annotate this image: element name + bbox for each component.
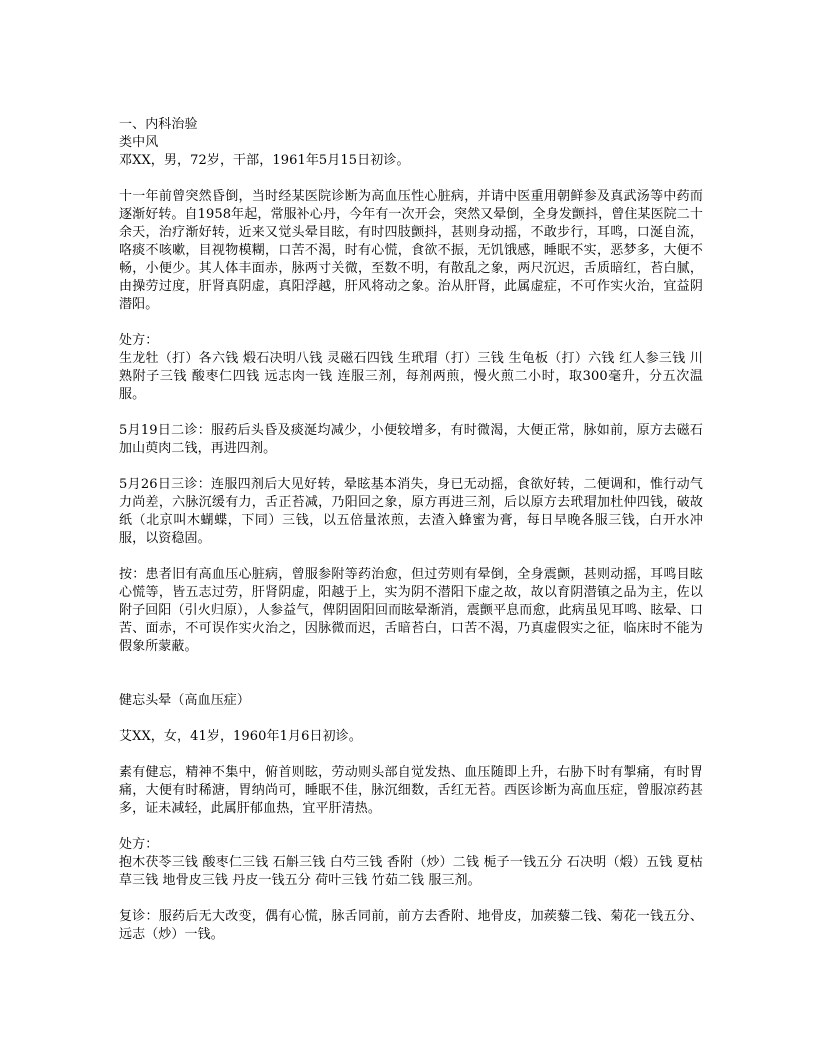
case1-patient-info: 邓XX，男，72岁，干部，1961年5月15日初诊。 bbox=[119, 153, 410, 168]
spacer bbox=[119, 170, 703, 188]
case1-prescription-label: 处方： bbox=[119, 333, 159, 348]
section-heading: 一、内科治验 bbox=[119, 117, 198, 132]
spacer bbox=[119, 818, 703, 836]
spacer bbox=[119, 710, 703, 728]
case1-third-visit: 5月26日三诊：连服四剂后大见好转，晕眩基本消失，身已无动摇，食欲好转，二便调和，惟行动气力尚差，六脉沉缓有力，舌正苔减，乃阳回之象，原方再进三剂，后以原方去玳瑁加杜仲四钱，破故纸（北京叫木蝴蝶，下同）三钱，以五倍量浓煎，去渣入蜂蜜为膏，每日早晚各服三钱，白开水冲服，以资稳固。 bbox=[119, 477, 703, 546]
document-page bbox=[119, 116, 703, 944]
case2-prescription: 抱木茯苓三钱 酸枣仁三钱 石斛三钱 白芍三钱 香附（炒）二钱 栀子一钱五分 石决明（煅）五钱 夏枯草三钱 地骨皮三钱 丹皮一钱五分 荷叶三钱 竹茹二钱 服三剂。 bbox=[119, 855, 703, 888]
case2-history: 素有健忘，精神不集中，俯首则眩，劳动则头部自觉发热、血压随即上升，右胁下时有掣痛，有时胃痛，大便有时稀溏，胃纳尚可，睡眠不佳，脉沉细数，舌红无苔。西医诊断为高血压症，曾服凉药甚多，证未减轻，此属肝郁血热，宜平肝清热。 bbox=[119, 765, 703, 816]
case1-history: 十一年前曾突然昏倒，当时经某医院诊断为高血压性心脏病，并请中医重用朝鲜参及真武汤等中药而逐渐好转。自1958年起，常服补心丹，今年有一次开会，突然又晕倒，全身发颤抖，曾住某医院二十余天，治疗渐好转，近来又觉头晕目眩，有时四肢颤抖，甚则身动摇，不敢步行，耳鸣，口涎自流，咯痰不咳嗽，目视物模糊，口苦不渴，时有心慌，食欲不振，无饥饿感，睡眠不实，恶梦多，大便不畅，小便少。其人体丰面赤，脉两寸关微，至数不明，有散乱之象，两尺沉迟，舌质暗红，苔白腻，由操劳过度，肝肾真阴虚，真阳浮越，肝风将动之象。治从肝肾，此属虚症，不可作实火治，宜益阴潜阳。 bbox=[119, 189, 703, 312]
spacer bbox=[119, 314, 703, 332]
spacer bbox=[119, 890, 703, 908]
case2-followup: 复诊：服药后无大改变，偶有心慌，脉舌同前，前方去香附、地骨皮，加蒺藜二钱、菊花一钱五分、远志（炒）一钱。 bbox=[119, 909, 703, 942]
spacer bbox=[119, 656, 703, 692]
case2-patient-info: 艾XX，女，41岁，1960年1月6日初诊。 bbox=[119, 729, 362, 744]
spacer bbox=[119, 458, 703, 476]
case1-prescription: 生龙牡（打）各六钱 煅石决明八钱 灵磁石四钱 生玳瑁（打）三钱 生龟板（打）六钱 红人参三钱 川熟附子三钱 酸枣仁四钱 远志肉一钱 连服三剂，每剂两煎，慢火煎二小时，取300毫升，分五次温服。 bbox=[119, 351, 703, 402]
case1-second-visit: 5月19日二诊：服药后头昏及痰涎均减少，小便较增多，有时微渴，大便正常，脉如前，原方去磁石加山萸肉二钱，再进四剂。 bbox=[119, 423, 703, 456]
spacer bbox=[119, 548, 703, 566]
case2-title: 健忘头晕（高血压症） bbox=[119, 693, 251, 708]
case1-title: 类中风 bbox=[119, 135, 159, 150]
spacer bbox=[119, 404, 703, 422]
case2-prescription-label: 处方： bbox=[119, 837, 159, 852]
case1-note: 按：患者旧有高血压心脏病，曾服参附等药治愈，但过劳则有晕倒，全身震颤，甚则动摇，耳鸣目眩心慌等，皆五志过劳，肝肾阴虚，阳越于上，实为阴不潜阳下虚之故，故以育阴潜镇之品为主，佐以附子回阳（引火归原），人参益气，俾阴固阳回而眩晕渐消，震颤平息而愈，此病虽见耳鸣、眩晕、口苦、面赤，不可误作实火治之，因脉微而迟，舌暗苔白，口苦不渴，乃真虚假实之征，临床时不能为假象所蒙蔽。 bbox=[119, 567, 703, 654]
spacer bbox=[119, 746, 703, 764]
